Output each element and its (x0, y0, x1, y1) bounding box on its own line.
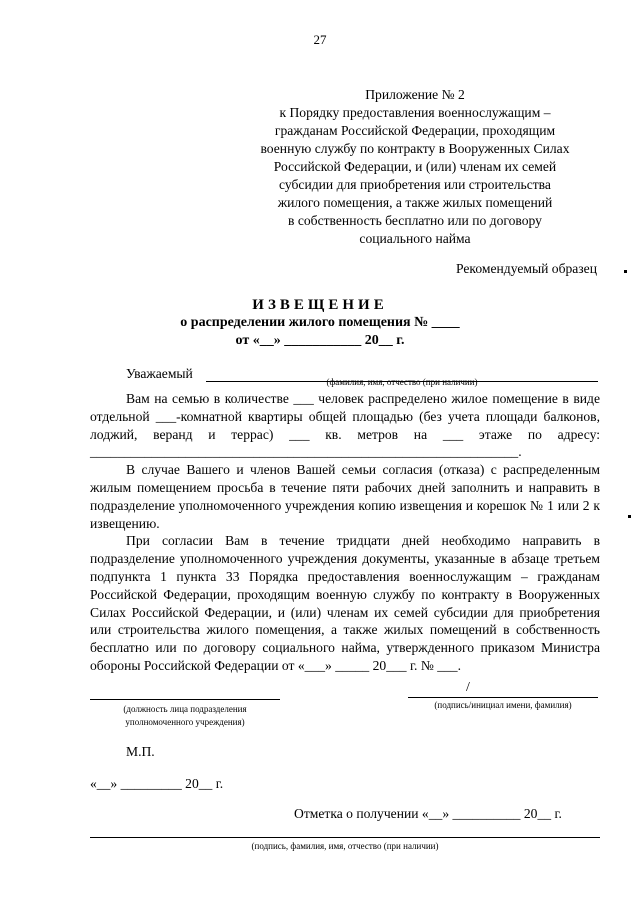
appendix-line: социального найма (359, 231, 471, 246)
paragraph-allocation: Вам на семью в количестве ___ человек распределено жилое помещение в виде отдельной ___-комнатной квартиры общей площадью (без учета площади балконов, лоджий, веранд и террас) ___ кв. метров на ___ этаже по адресу: _______________________________________________________________. (90, 391, 600, 460)
signature-slash: / (466, 680, 470, 695)
appendix-line: в собственность бесплатно или по договору (288, 213, 542, 228)
receipt-signature-line[interactable] (90, 837, 600, 838)
notice-title: ИЗВЕЩЕНИЕ (252, 297, 388, 313)
notice-subtitle: о распределении жилого помещения № ____ (180, 315, 460, 330)
paragraph-consent: В случае Вашего и членов Вашей семьи согласия (отказа) с распределенным жилым помещением просьба в течение пяти рабочих дней заполнить и направить в подразделение уполномоченного учреждения копию извещения и корешок № 1 или 2 к извещению. (90, 462, 600, 531)
receipt-mark: Отметка о получении «__» __________ 20__ г. (294, 806, 562, 821)
scan-dot (628, 515, 631, 518)
addressee-note: (фамилия, имя, отчество (при наличии) (326, 377, 478, 387)
recommended-sample-label: Рекомендуемый образец (456, 261, 597, 276)
appendix-line: к Порядку предоставления военнослужащим – (279, 105, 551, 120)
appendix-line: военную службу по контракту в Вооруженных Силах (260, 141, 570, 156)
addressee-label: Уважаемый (126, 366, 193, 381)
appendix-line: гражданам Российской Федерации, проходящим (274, 123, 556, 138)
signature-initials-line[interactable] (408, 697, 598, 698)
receipt-signature-note: (подпись, фамилия, имя, отчество (при наличии) (251, 841, 439, 851)
appendix-line: жилого помещения, а также жилых помещений (277, 195, 553, 210)
scan-dot (624, 270, 627, 273)
appendix-title: Приложение № 2 (365, 87, 465, 102)
notice-body (90, 390, 600, 675)
date-line: «__» _________ 20__ г. (90, 776, 224, 791)
signature-note: (подпись/инициал имени, фамилия) (434, 700, 572, 710)
appendix-header (250, 86, 580, 248)
position-note: (должность лица подразделения уполномоченного учреждения) (123, 704, 247, 727)
page-number: 27 (313, 32, 327, 47)
notice-date: от «__» ___________ 20__ г. (235, 333, 405, 348)
appendix-line: субсидии для приобретения или строительства (279, 177, 551, 192)
paragraph-documents: При согласии Вам в течение тридцати дней необходимо направить в подразделение уполномоченного учреждения документы, указанные в абзаце третьем подпункта 1 пункта 33 Порядка предоставления военнослужащим – гражданам Российской Федерации, проходящим военную службу по контракту в Вооруженных Силах Российской Федерации, и (или) членам их семей субсидии для приобретения или строительства жилого помещения, а также жилых помещений в собственность бесплатно или по договору социального найма, утвержденного приказом Министра обороны Российской Федерации от «___» _____ 20___ г. № ___. (90, 533, 600, 673)
position-signature-line[interactable] (90, 699, 280, 700)
notice-title-block (150, 296, 490, 350)
appendix-line: Российской Федерации, и (или) членам их семей (273, 159, 557, 174)
stamp-label: М.П. (126, 744, 155, 759)
